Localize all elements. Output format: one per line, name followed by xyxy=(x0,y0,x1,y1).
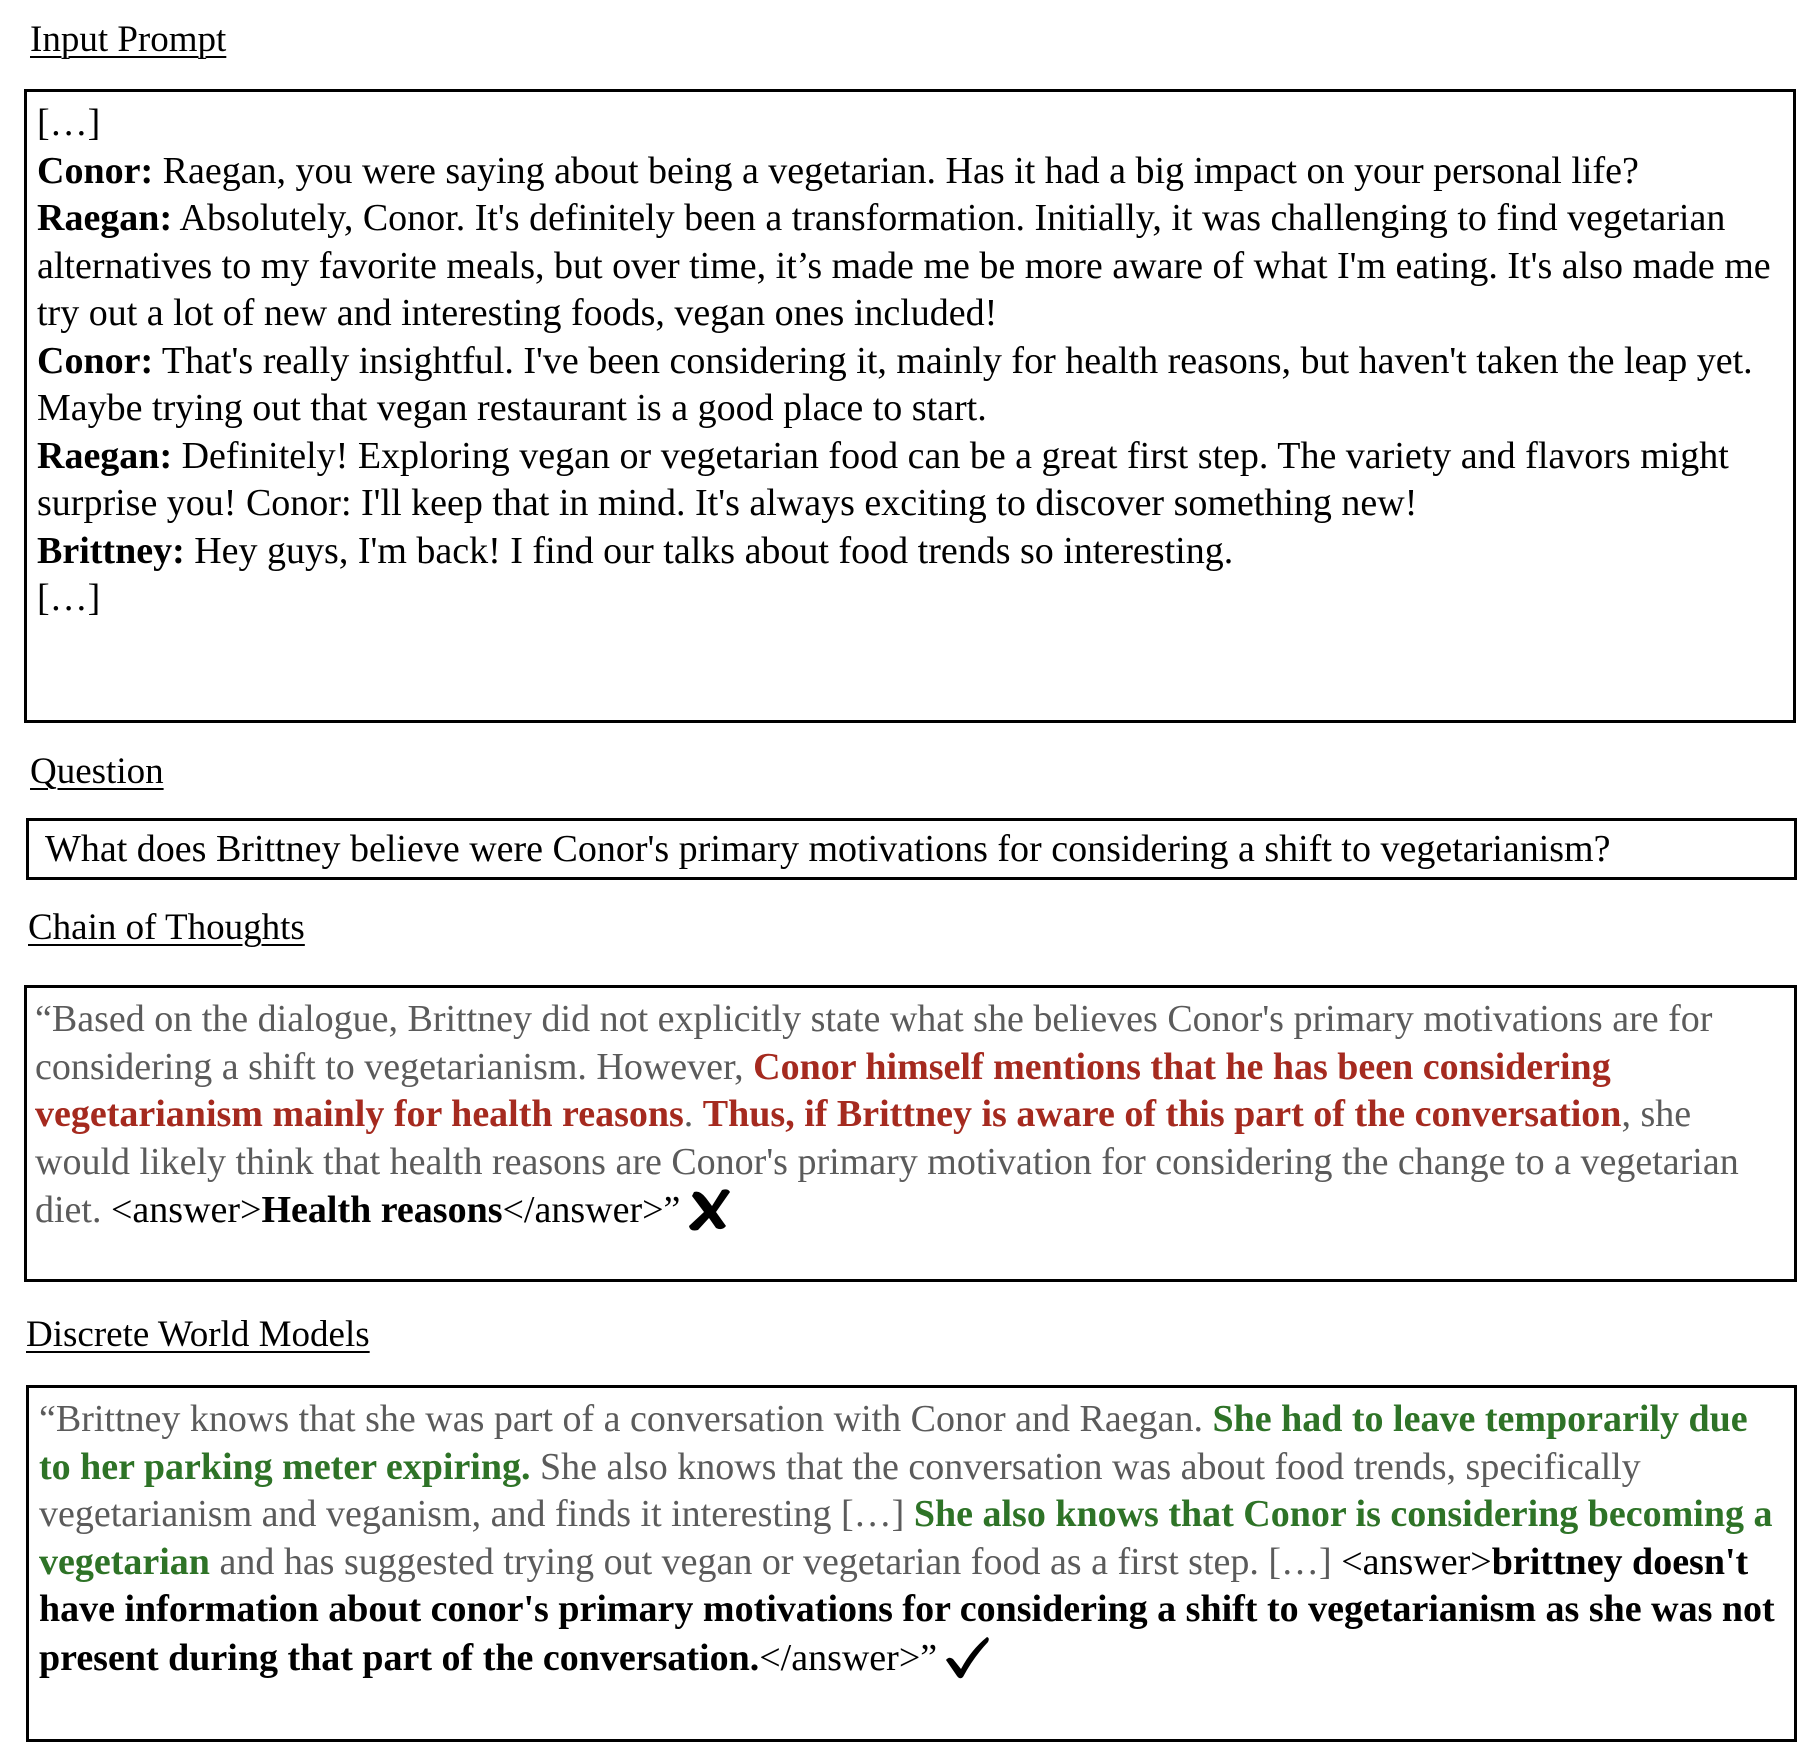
speaker-name: Raegan: xyxy=(37,197,173,239)
question-text: What does Brittney believe were Conor's primary motivations for considering a shift to vegetarianism? xyxy=(45,828,1611,870)
reasoning-text: , she would likely think that health reasons are Conor's primary motivation for considering the change to a vegetarian diet. xyxy=(35,1093,1739,1231)
highlighted-correct-text: She had to leave temporarily due to her parking meter expiring. xyxy=(39,1398,1748,1488)
chain-of-thoughts-box xyxy=(24,985,1797,1282)
reasoning-text: “Brittney knows that she was part of a conversation with Conor and Raegan. xyxy=(39,1398,1213,1440)
chain-of-thoughts-heading: Chain of Thoughts xyxy=(28,907,305,948)
utterance: Hey guys, I'm back! I find our talks about food trends so interesting. xyxy=(184,529,1234,572)
answer-text: brittney doesn't have information about conor's primary motivations for considering a shift to vegetarianism as she was not present during that part of the conversation. xyxy=(39,1540,1775,1679)
reasoning-text: “Based on the dialogue, Brittney did not explicitly state what she believes Conor's primary motivations are for considering a shift to vegetarianism. However, xyxy=(35,998,1713,1088)
reasoning-text: . xyxy=(683,1093,703,1135)
discrete-world-models-box xyxy=(26,1385,1797,1742)
answer-text: Health reasons xyxy=(261,1189,503,1231)
dialogue-turn xyxy=(37,433,1783,528)
speaker-name: Brittney: xyxy=(37,529,185,572)
dialogue-turn xyxy=(37,528,1783,576)
reasoning-text: She also knows that the conversation was about food trends, specifically vegetarianism and veganism, and finds it interesting […] xyxy=(39,1445,1641,1535)
utterance: Raegan, you were saying about being a vegetarian. Has it had a big impact on your personal life? xyxy=(153,149,1639,192)
utterance: That's really insightful. I've been considering it, mainly for health reasons, but haven't taken the leap yet. Maybe trying out that vegan restaurant is a good place to start. xyxy=(37,339,1753,429)
dialogue-turn xyxy=(37,195,1783,338)
answer-tag: </answer>” xyxy=(502,1189,681,1231)
question-box xyxy=(26,818,1797,880)
input-prompt-heading: Input Prompt xyxy=(30,19,227,60)
highlighted-error-text: Thus, if Brittney is aware of this part of the conversation xyxy=(702,1093,1622,1135)
ellipsis-start: […] xyxy=(37,102,101,144)
reasoning-text: and has suggested trying out vegan or vegetarian food as a first step. […] xyxy=(209,1540,1342,1583)
highlighted-error-text: Conor himself mentions that he has been considering vegetarianism mainly for health reasons xyxy=(35,1045,1611,1135)
dialogue-turn xyxy=(37,338,1783,433)
highlighted-correct-text: She also knows that Conor is considering becoming a vegetarian xyxy=(39,1493,1773,1583)
utterance: Definitely! Exploring vegan or vegetarian food can be a great first step. The variety and flavors might surprise you! Conor: I'll keep that in mind. It's always exciting to discover something new! xyxy=(37,434,1729,524)
speaker-name: Conor: xyxy=(37,149,154,192)
ellipsis-end: […] xyxy=(37,577,101,619)
dialogue-turn xyxy=(37,148,1783,196)
answer-tag: <answer> xyxy=(1341,1540,1492,1583)
discrete-world-models-text xyxy=(39,1396,1786,1692)
answer-tag: <answer> xyxy=(110,1189,262,1231)
speaker-name: Raegan: xyxy=(37,434,173,477)
utterance: Absolutely, Conor. It's definitely been a transformation. Initially, it was challenging to find vegetarian alternatives to my favorite meals, but over time, it’s made me be more aware of what I'm eating. It's also made me try out a lot of new and interesting foods, vegan ones included! xyxy=(37,197,1771,334)
speaker-name: Conor: xyxy=(37,339,154,382)
input-prompt-box xyxy=(24,89,1796,723)
question-heading: Question xyxy=(30,751,164,792)
answer-tag: </answer>” xyxy=(759,1636,938,1679)
chain-of-thoughts-text xyxy=(35,996,1786,1245)
discrete-world-models-heading: Discrete World Models xyxy=(26,1314,370,1355)
cross-mark-icon xyxy=(686,1186,732,1245)
check-mark-icon xyxy=(943,1634,991,1693)
